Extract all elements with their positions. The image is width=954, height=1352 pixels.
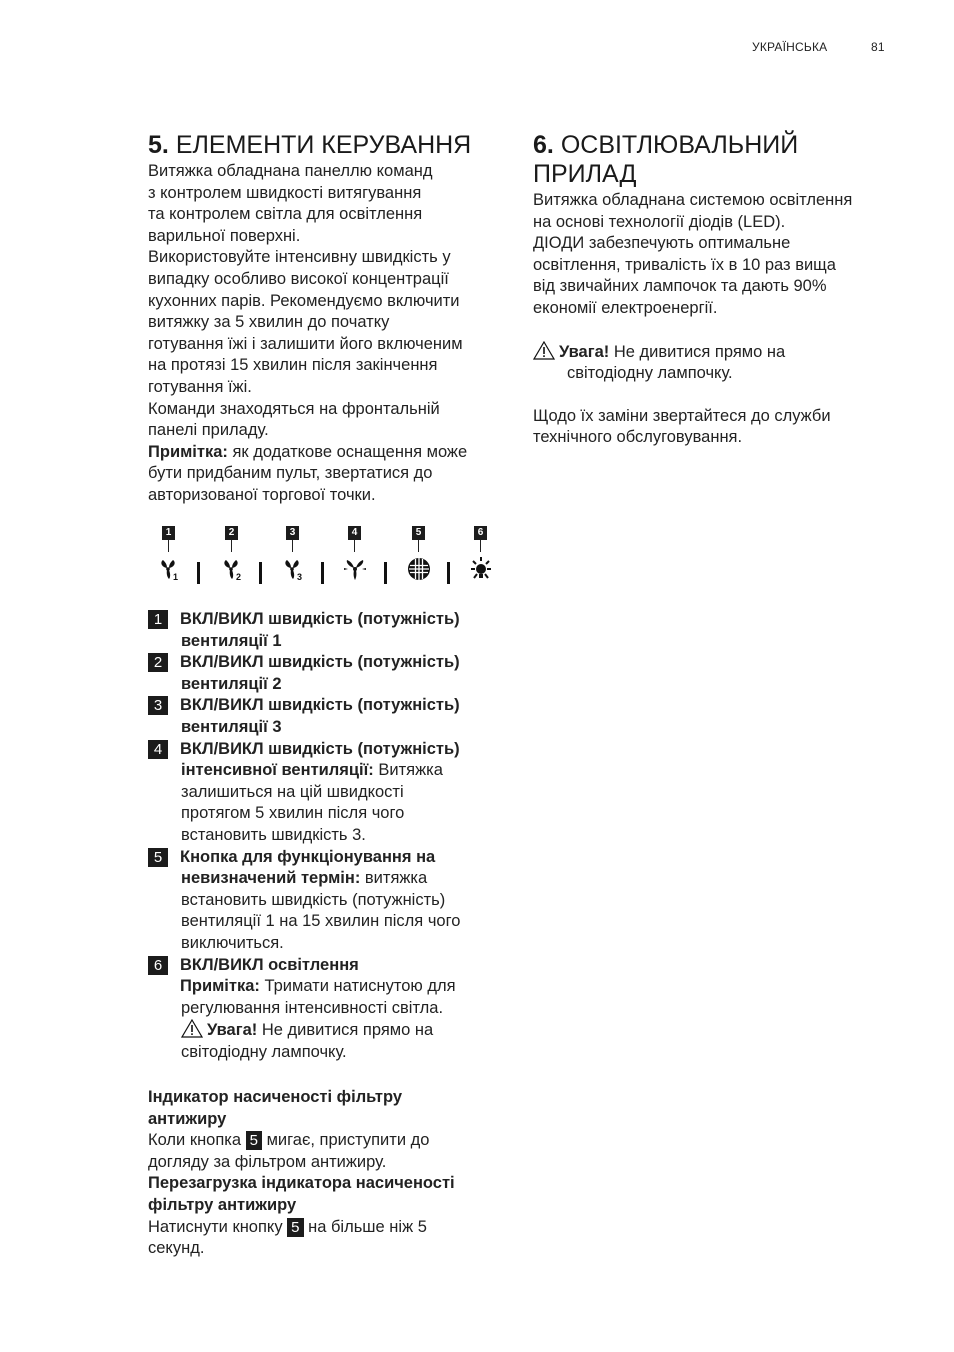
intro-line: Використовуйте інтенсивну швидкість у bbox=[148, 248, 451, 267]
item-number: 6 bbox=[148, 956, 168, 975]
page-number: 81 bbox=[871, 40, 885, 54]
item-text: витяжка bbox=[360, 869, 428, 888]
note-label: Примітка: bbox=[180, 977, 260, 996]
panel-button-5 bbox=[402, 526, 436, 590]
panel-button-number: 5 bbox=[412, 526, 425, 540]
panel-button-6 bbox=[464, 526, 498, 590]
body-line: ДІОДИ забезпечують оптимальне bbox=[533, 234, 791, 253]
panel-separator bbox=[321, 562, 324, 584]
body-line: економії електроенергії. bbox=[533, 298, 718, 317]
warning-line bbox=[533, 341, 903, 364]
intro-line: кухонних парів. Рекомендуємо включити bbox=[148, 291, 460, 310]
light-icon bbox=[468, 556, 494, 582]
section-6-title: ПРИЛАД bbox=[533, 160, 637, 188]
svg-text:1: 1 bbox=[173, 572, 179, 582]
body-line: Витяжка обладнана системою освітлення bbox=[533, 191, 853, 209]
item-text: Не дивитися прямо на bbox=[257, 1021, 434, 1040]
fan-speed-1-icon bbox=[156, 556, 182, 582]
section-5-intro bbox=[148, 161, 508, 507]
list-item bbox=[148, 652, 508, 695]
item-text: залишиться на цій швидкості bbox=[181, 782, 404, 801]
warning-label: Увага! bbox=[559, 342, 610, 361]
fan-intensive-icon bbox=[342, 556, 368, 582]
filter-text-part: мигає, приступити до bbox=[261, 1131, 430, 1150]
item-text: Тримати натиснутою для bbox=[259, 977, 456, 996]
svg-text:3: 3 bbox=[297, 572, 303, 582]
section-6-title: ОСВІТЛЮВАЛЬНИЙ bbox=[560, 131, 799, 159]
intro-line: з контролем швидкості витягування bbox=[148, 183, 422, 202]
panel-separator bbox=[259, 562, 262, 584]
intro-line: випадку особливо високої концентрації bbox=[148, 269, 449, 288]
item-title: інтенсивної вентиляції: bbox=[181, 761, 374, 780]
item-text: Витяжка bbox=[373, 761, 443, 780]
reset-text: секунд. bbox=[148, 1239, 205, 1258]
section-6-number: 6. bbox=[533, 131, 554, 159]
control-panel-diagram bbox=[148, 526, 508, 590]
item-text: регулювання інтенсивності світла. bbox=[181, 998, 444, 1017]
service-line: Щодо їх заміни звертайтеся до служби bbox=[533, 406, 831, 425]
item-number: 3 bbox=[148, 696, 168, 715]
item-title: вентиляції 3 bbox=[181, 717, 282, 736]
item-title: ВКЛ/ВИКЛ швидкість (потужність) bbox=[180, 696, 460, 715]
item-text: світодіодну лампочку. bbox=[181, 1042, 347, 1061]
panel-button-number: 1 bbox=[162, 526, 175, 540]
controls-list bbox=[148, 609, 508, 1063]
note-line bbox=[148, 442, 508, 464]
item-title: невизначений термін: bbox=[181, 869, 361, 888]
item-number: 2 bbox=[148, 653, 168, 672]
panel-button-3 bbox=[276, 526, 310, 590]
warning-block bbox=[533, 341, 903, 385]
intro-line: витяжку за 5 хвилин до початку bbox=[148, 313, 390, 332]
section-6-body bbox=[533, 190, 903, 320]
reset-text-part: на більше ніж 5 bbox=[303, 1217, 427, 1236]
filter-text-part: Коли кнопка bbox=[148, 1131, 246, 1150]
filter-title: антижиру bbox=[148, 1109, 227, 1128]
item-text: виключиться. bbox=[181, 933, 284, 952]
list-item bbox=[148, 955, 508, 1064]
inline-button-number: 5 bbox=[287, 1218, 303, 1237]
filter-indicator-section bbox=[148, 1087, 508, 1260]
section-lighting bbox=[533, 131, 903, 449]
svg-text:2: 2 bbox=[236, 572, 242, 582]
item-title: ВКЛ/ВИКЛ швидкість (потужність) bbox=[180, 610, 460, 628]
body-line: від звичайних лампочок та дають 90% bbox=[533, 277, 827, 296]
section-5-title: ЕЛЕМЕНТИ КЕРУВАННЯ bbox=[175, 131, 472, 159]
warning-text: Не дивитися прямо на bbox=[609, 342, 786, 361]
reset-text bbox=[148, 1217, 508, 1239]
service-block bbox=[533, 406, 903, 449]
section-5-number: 5. bbox=[148, 131, 169, 159]
section-controls bbox=[148, 131, 508, 507]
panel-button-number: 3 bbox=[286, 526, 299, 540]
panel-separator bbox=[384, 562, 387, 584]
reset-text-part: Натиснути кнопку bbox=[148, 1217, 288, 1236]
intro-line: Витяжка обладнана панеллю команд bbox=[148, 162, 433, 180]
note-label: Примітка: bbox=[148, 442, 228, 461]
list-item bbox=[148, 739, 508, 847]
item-title: ВКЛ/ВИКЛ швидкість (потужність) bbox=[180, 739, 460, 758]
reset-title: фільтру антижиру bbox=[148, 1195, 297, 1214]
note-line: бути придбаним пульт, звертатися до bbox=[148, 464, 433, 483]
panel-button-number: 4 bbox=[348, 526, 361, 540]
item-title: ВКЛ/ВИКЛ швидкість (потужність) bbox=[180, 653, 460, 672]
item-text: встановить швидкість (потужність) bbox=[181, 890, 446, 909]
intro-line: панелі приладу. bbox=[148, 421, 269, 440]
intro-line: варильної поверхні. bbox=[148, 226, 301, 245]
warning-icon bbox=[181, 1019, 203, 1038]
filter-text: догляду за фільтром антижиру. bbox=[148, 1152, 387, 1171]
panel-separator bbox=[447, 562, 450, 584]
note-line: авторизованої торгової точки. bbox=[148, 485, 376, 504]
panel-button-2 bbox=[215, 526, 249, 590]
item-text: протягом 5 хвилин після чого bbox=[181, 804, 405, 823]
intro-line: на протязі 15 хвилин після закінчення bbox=[148, 356, 438, 375]
intro-line: готування їжі і залишити його включеним bbox=[148, 334, 463, 353]
service-line: технічного обслуговування. bbox=[533, 428, 743, 447]
list-item bbox=[148, 847, 508, 955]
list-item bbox=[148, 695, 508, 738]
body-line: освітлення, тривалість їх в 10 раз вища bbox=[533, 255, 836, 274]
item-number: 5 bbox=[148, 848, 168, 867]
panel-button-number: 6 bbox=[474, 526, 487, 540]
fan-speed-3-icon bbox=[280, 556, 306, 582]
item-title: Кнопка для функціонування на bbox=[180, 847, 436, 866]
intro-line: та контролем світла для освітлення bbox=[148, 205, 423, 224]
filter-title: Індикатор насиченості фільтру bbox=[148, 1088, 402, 1106]
item-number: 4 bbox=[148, 740, 168, 759]
header-language: УКРАЇНСЬКА bbox=[752, 40, 828, 54]
note-text: як додаткове оснащення може bbox=[227, 442, 468, 461]
fan-speed-2-icon bbox=[219, 556, 245, 582]
panel-button-1 bbox=[152, 526, 186, 590]
section-6-heading bbox=[533, 131, 903, 189]
warning-label: Увага! bbox=[207, 1021, 258, 1040]
panel-separator bbox=[197, 562, 200, 584]
body-line: на основі технології діодів (LED). bbox=[533, 212, 786, 231]
panel-button-number: 2 bbox=[225, 526, 238, 540]
intro-line: готування їжі. bbox=[148, 377, 252, 396]
list-item bbox=[148, 609, 508, 652]
grid-timer-icon bbox=[406, 556, 432, 582]
warning-icon bbox=[533, 341, 555, 360]
item-number: 1 bbox=[148, 610, 168, 629]
reset-title: Перезагрузка індикатора насиченості bbox=[148, 1174, 455, 1193]
item-title: ВКЛ/ВИКЛ освітлення bbox=[180, 955, 359, 974]
warning-line: світодіодну лампочку. bbox=[567, 364, 733, 383]
item-title: вентиляції 1 bbox=[181, 631, 282, 650]
filter-text bbox=[148, 1130, 508, 1152]
item-title: вентиляції 2 bbox=[181, 674, 282, 693]
panel-button-4 bbox=[338, 526, 372, 590]
section-5-heading bbox=[148, 131, 508, 160]
inline-button-number: 5 bbox=[246, 1131, 262, 1150]
intro-line: Команди знаходяться на фронтальній bbox=[148, 399, 440, 418]
item-text: встановить швидкість 3. bbox=[181, 825, 366, 844]
item-text: вентиляції 1 на 15 хвилин після чого bbox=[181, 912, 461, 931]
